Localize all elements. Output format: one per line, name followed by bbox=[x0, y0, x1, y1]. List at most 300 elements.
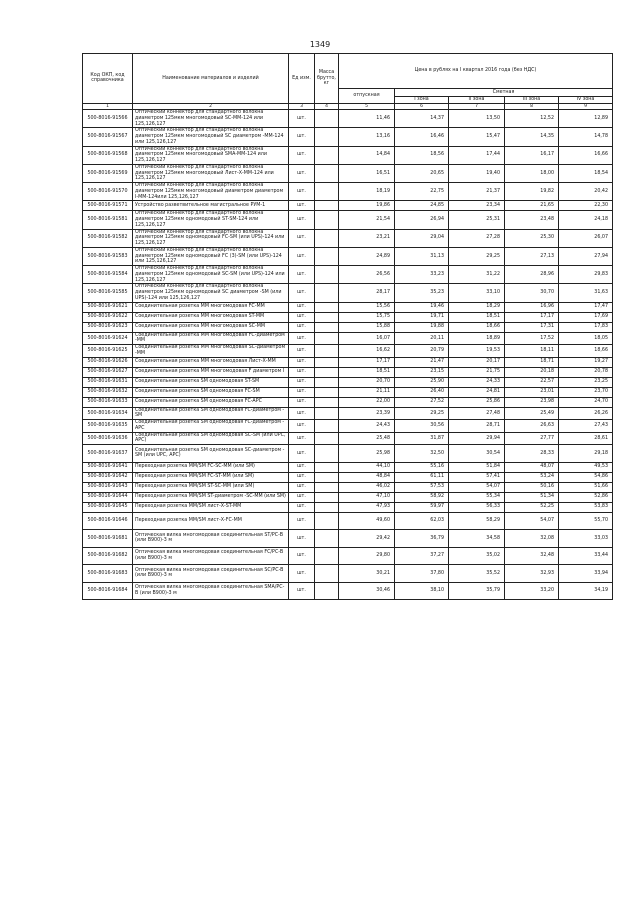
cell-price: 27,43 bbox=[559, 420, 613, 433]
cell-price: 57,41 bbox=[449, 472, 505, 482]
cell-price: 15,88 bbox=[339, 322, 395, 332]
cell-price: 23,21 bbox=[339, 229, 395, 247]
table-row bbox=[83, 445, 613, 463]
cell-price: 37,80 bbox=[395, 565, 449, 583]
cell-price: 13,50 bbox=[449, 110, 505, 128]
cell-code: 500-8016-91567 bbox=[83, 128, 133, 146]
cell-price: 21,54 bbox=[339, 211, 395, 229]
table-row bbox=[83, 211, 613, 229]
cell-price: 26,94 bbox=[395, 211, 449, 229]
cell-price: 16,17 bbox=[505, 146, 559, 164]
cell-name: Соединительная розетка MM многомодовая FC-MM bbox=[133, 302, 289, 312]
cell-price: 29,25 bbox=[395, 407, 449, 420]
cell-unit: шт. bbox=[289, 284, 315, 302]
cell-price: 17,17 bbox=[505, 312, 559, 322]
cell-unit: шт. bbox=[289, 345, 315, 358]
cell-unit: шт. bbox=[289, 332, 315, 345]
table-row bbox=[83, 502, 613, 512]
cell-name: Оптический коннектор для стандартного волокна диаметром 125мкм многомодовый SMA-MM-124 или 125,126,127 bbox=[133, 146, 289, 164]
cell-price: 25,30 bbox=[505, 229, 559, 247]
cell-price: 20,65 bbox=[395, 164, 449, 182]
header-unit: Ед изм. bbox=[289, 54, 315, 104]
cell-price: 14,84 bbox=[339, 146, 395, 164]
cell-price: 59,97 bbox=[395, 502, 449, 512]
cell-price: 33,20 bbox=[505, 582, 559, 600]
cell-name: Оптическая вилка многомодовая соединительная ST/PC-B (или B900)-3 м bbox=[133, 530, 289, 548]
table-row bbox=[83, 322, 613, 332]
cell-price: 16,51 bbox=[339, 164, 395, 182]
cell-unit: шт. bbox=[289, 502, 315, 512]
table-row bbox=[83, 345, 613, 358]
cell-unit: шт. bbox=[289, 110, 315, 128]
cell-price: 19,88 bbox=[395, 322, 449, 332]
cell-mass bbox=[315, 312, 339, 322]
header-smetnaya: Сметная bbox=[395, 89, 613, 97]
cell-price: 37,27 bbox=[395, 547, 449, 565]
cell-mass bbox=[315, 345, 339, 358]
cell-code: 500-8016-91623 bbox=[83, 322, 133, 332]
table-row bbox=[83, 387, 613, 397]
cell-name: Соединительная розетка SM одномодовая FC-APC bbox=[133, 397, 289, 407]
cell-unit: шт. bbox=[289, 377, 315, 387]
cell-price: 58,29 bbox=[449, 512, 505, 530]
cell-price: 23,70 bbox=[559, 387, 613, 397]
cell-price: 14,35 bbox=[505, 128, 559, 146]
cell-name: Соединительная розетка SM одномодовая SC-SM (или UPC, APC) bbox=[133, 432, 289, 445]
cell-price: 13,16 bbox=[339, 128, 395, 146]
cell-name: Оптический коннектор для стандартного волокна диаметром 125мкм одномодовый ST-SM-124 или 125,126,127 bbox=[133, 211, 289, 229]
cell-price: 51,84 bbox=[449, 462, 505, 472]
header-zone: IV зона bbox=[559, 97, 613, 104]
cell-price: 23,48 bbox=[505, 211, 559, 229]
cell-mass bbox=[315, 582, 339, 600]
cell-price: 27,48 bbox=[449, 407, 505, 420]
cell-price: 18,71 bbox=[505, 357, 559, 367]
cell-mass bbox=[315, 462, 339, 472]
cell-price: 18,66 bbox=[449, 322, 505, 332]
cell-mass bbox=[315, 482, 339, 492]
cell-code: 500-8016-91634 bbox=[83, 407, 133, 420]
cell-price: 58,92 bbox=[395, 492, 449, 502]
cell-price: 18,29 bbox=[449, 302, 505, 312]
cell-unit: шт. bbox=[289, 512, 315, 530]
cell-price: 30,46 bbox=[339, 582, 395, 600]
header-mass: Масса брутто, кг bbox=[315, 54, 339, 104]
cell-price: 31,63 bbox=[559, 284, 613, 302]
cell-price: 30,21 bbox=[339, 565, 395, 583]
cell-price: 54,07 bbox=[449, 482, 505, 492]
cell-price: 16,46 bbox=[395, 128, 449, 146]
cell-code: 500-8016-91569 bbox=[83, 164, 133, 182]
table-row bbox=[83, 462, 613, 472]
cell-price: 33,44 bbox=[559, 547, 613, 565]
cell-price: 21,11 bbox=[339, 387, 395, 397]
cell-price: 19,27 bbox=[559, 357, 613, 367]
cell-price: 19,53 bbox=[449, 345, 505, 358]
cell-name: Соединительная розетка MM многомодовая Лист-Х-MM bbox=[133, 357, 289, 367]
cell-unit: шт. bbox=[289, 397, 315, 407]
cell-name: Переходная розетка MM/SM лист-Х-ST-MM bbox=[133, 502, 289, 512]
cell-price: 26,26 bbox=[559, 407, 613, 420]
cell-price: 17,44 bbox=[449, 146, 505, 164]
cell-code: 500-8016-91646 bbox=[83, 512, 133, 530]
cell-unit: шт. bbox=[289, 211, 315, 229]
cell-price: 17,31 bbox=[505, 322, 559, 332]
cell-price: 54,07 bbox=[505, 512, 559, 530]
cell-price: 21,47 bbox=[395, 357, 449, 367]
cell-code: 500-8016-91583 bbox=[83, 247, 133, 265]
cell-price: 52,25 bbox=[505, 502, 559, 512]
cell-price: 50,16 bbox=[505, 482, 559, 492]
header-name: Наименование материалов и изделий bbox=[133, 54, 289, 104]
page-number: 1349 bbox=[309, 40, 331, 49]
table-body bbox=[83, 110, 613, 600]
cell-price: 24,33 bbox=[449, 377, 505, 387]
cell-unit: шт. bbox=[289, 229, 315, 247]
cell-price: 34,58 bbox=[449, 530, 505, 548]
cell-price: 14,78 bbox=[559, 128, 613, 146]
cell-price: 49,53 bbox=[559, 462, 613, 472]
cell-name: Оптический коннектор для стандартного волокна диаметром 125мкм одномодовый FC-SM (или UPS)-124 или 125,126,127 bbox=[133, 229, 289, 247]
table-row bbox=[83, 420, 613, 433]
cell-unit: шт. bbox=[289, 357, 315, 367]
cell-price: 23,01 bbox=[505, 387, 559, 397]
table-row bbox=[83, 492, 613, 502]
cell-price: 28,96 bbox=[505, 266, 559, 284]
cell-price: 17,52 bbox=[505, 332, 559, 345]
table-row bbox=[83, 432, 613, 445]
cell-price: 33,94 bbox=[559, 565, 613, 583]
cell-name: Оптический коннектор для стандартного волокна диаметром 125мкм одномодовый SC-SM (или UPS)-124 или 125,126,127 bbox=[133, 266, 289, 284]
cell-price: 47,93 bbox=[339, 502, 395, 512]
cell-price: 22,57 bbox=[505, 377, 559, 387]
cell-name: Соединительная розетка SM одномодовая FC-SM bbox=[133, 387, 289, 397]
cell-price: 29,25 bbox=[449, 247, 505, 265]
cell-price: 29,83 bbox=[559, 266, 613, 284]
cell-price: 30,70 bbox=[505, 284, 559, 302]
cell-code: 500-8016-91581 bbox=[83, 211, 133, 229]
cell-price: 18,89 bbox=[449, 332, 505, 345]
cell-price: 21,75 bbox=[449, 367, 505, 377]
column-index: 2 bbox=[133, 103, 289, 109]
cell-code: 500-8016-91625 bbox=[83, 345, 133, 358]
cell-price: 27,52 bbox=[395, 397, 449, 407]
cell-price: 62,03 bbox=[395, 512, 449, 530]
cell-mass bbox=[315, 357, 339, 367]
table-row bbox=[83, 266, 613, 284]
cell-price: 17,69 bbox=[559, 312, 613, 322]
cell-price: 26,63 bbox=[505, 420, 559, 433]
cell-price: 48,07 bbox=[505, 462, 559, 472]
cell-price: 18,56 bbox=[395, 146, 449, 164]
cell-mass bbox=[315, 565, 339, 583]
cell-mass bbox=[315, 128, 339, 146]
cell-price: 31,87 bbox=[395, 432, 449, 445]
cell-code: 500-8016-91627 bbox=[83, 367, 133, 377]
cell-mass bbox=[315, 387, 339, 397]
cell-unit: шт. bbox=[289, 387, 315, 397]
cell-code: 500-8016-91637 bbox=[83, 445, 133, 463]
cell-price: 26,56 bbox=[339, 266, 395, 284]
cell-price: 55,70 bbox=[559, 512, 613, 530]
cell-code: 500-8016-91621 bbox=[83, 302, 133, 312]
table-row bbox=[83, 482, 613, 492]
cell-code: 500-8016-91633 bbox=[83, 397, 133, 407]
cell-unit: шт. bbox=[289, 547, 315, 565]
cell-name: Оптический коннектор для стандартного волокна диаметром 125мкм одномодовый FC (3)-SM (или UPS)-124 или 125,126,127 bbox=[133, 247, 289, 265]
cell-unit: шт. bbox=[289, 322, 315, 332]
cell-price: 36,79 bbox=[395, 530, 449, 548]
cell-code: 500-8016-91632 bbox=[83, 387, 133, 397]
column-index: 9 bbox=[559, 103, 613, 109]
cell-price: 24,18 bbox=[559, 211, 613, 229]
cell-mass bbox=[315, 201, 339, 211]
table-row bbox=[83, 284, 613, 302]
cell-price: 24,43 bbox=[339, 420, 395, 433]
table-row bbox=[83, 367, 613, 377]
cell-price: 46,02 bbox=[339, 482, 395, 492]
cell-unit: шт. bbox=[289, 146, 315, 164]
header-zone: III зона bbox=[505, 97, 559, 104]
cell-unit: шт. bbox=[289, 472, 315, 482]
cell-price: 16,62 bbox=[339, 345, 395, 358]
cell-price: 15,56 bbox=[339, 302, 395, 312]
cell-price: 61,11 bbox=[395, 472, 449, 482]
cell-mass bbox=[315, 432, 339, 445]
cell-name: Оптический коннектор для стандартного волокна диаметром 125мкм многомодовый Лист-Х-MM-124 или 125,126,127 bbox=[133, 164, 289, 182]
cell-unit: шт. bbox=[289, 266, 315, 284]
cell-name: Переходная розетка MM/SM FC-SC-MM (или SM) bbox=[133, 462, 289, 472]
cell-price: 30,56 bbox=[395, 420, 449, 433]
header-zone: II зона bbox=[449, 97, 505, 104]
table-row bbox=[83, 110, 613, 128]
header-code: Код ОКП, код справочника bbox=[83, 54, 133, 104]
cell-name: Соединительная розетка SM одномодовая SC-диаметром -SM (или UPC, APC) bbox=[133, 445, 289, 463]
cell-mass bbox=[315, 502, 339, 512]
cell-name: Соединительная розетка MM многомодовая F диаметром I bbox=[133, 367, 289, 377]
cell-price: 56,33 bbox=[449, 502, 505, 512]
cell-price: 19,46 bbox=[395, 302, 449, 312]
cell-unit: шт. bbox=[289, 530, 315, 548]
cell-name: Переходная розетка MM/SM ST-SC-MM (или SM) bbox=[133, 482, 289, 492]
cell-price: 35,52 bbox=[449, 565, 505, 583]
cell-price: 33,10 bbox=[449, 284, 505, 302]
cell-unit: шт. bbox=[289, 302, 315, 312]
cell-unit: шт. bbox=[289, 462, 315, 472]
cell-price: 44,10 bbox=[339, 462, 395, 472]
table-row bbox=[83, 229, 613, 247]
cell-unit: шт. bbox=[289, 482, 315, 492]
cell-price: 22,30 bbox=[559, 201, 613, 211]
cell-price: 29,04 bbox=[395, 229, 449, 247]
cell-code: 500-8016-91568 bbox=[83, 146, 133, 164]
cell-price: 57,53 bbox=[395, 482, 449, 492]
cell-mass bbox=[315, 420, 339, 433]
cell-price: 22,75 bbox=[395, 183, 449, 201]
cell-price: 25,31 bbox=[449, 211, 505, 229]
cell-price: 20,42 bbox=[559, 183, 613, 201]
cell-name: Соединительная розетка SM одномодовая FC-диаметром -APC bbox=[133, 420, 289, 433]
cell-code: 500-8016-91682 bbox=[83, 547, 133, 565]
cell-name: Соединительная розетка MM многомодовая ST-MM bbox=[133, 312, 289, 322]
cell-price: 16,96 bbox=[505, 302, 559, 312]
column-index: 3 bbox=[289, 103, 315, 109]
cell-code: 500-8016-91570 bbox=[83, 183, 133, 201]
cell-price: 30,54 bbox=[449, 445, 505, 463]
cell-name: Оптическая вилка многомодовая соединительная SC/PC-B (или B900)-3 м bbox=[133, 565, 289, 583]
table-header bbox=[83, 54, 613, 110]
cell-price: 20,78 bbox=[559, 367, 613, 377]
cell-unit: шт. bbox=[289, 492, 315, 502]
cell-unit: шт. bbox=[289, 407, 315, 420]
cell-mass bbox=[315, 512, 339, 530]
cell-price: 33,23 bbox=[395, 266, 449, 284]
cell-price: 18,66 bbox=[559, 345, 613, 358]
cell-price: 18,05 bbox=[559, 332, 613, 345]
cell-unit: шт. bbox=[289, 201, 315, 211]
cell-price: 12,89 bbox=[559, 110, 613, 128]
cell-code: 500-8016-91642 bbox=[83, 472, 133, 482]
cell-price: 33,03 bbox=[559, 530, 613, 548]
cell-price: 25,48 bbox=[339, 432, 395, 445]
cell-price: 25,98 bbox=[339, 445, 395, 463]
table-row bbox=[83, 565, 613, 583]
header-zone: I зона bbox=[395, 97, 449, 104]
cell-mass bbox=[315, 229, 339, 247]
cell-price: 34,19 bbox=[559, 582, 613, 600]
cell-mass bbox=[315, 530, 339, 548]
cell-price: 27,28 bbox=[449, 229, 505, 247]
column-index: 5 bbox=[339, 103, 395, 109]
cell-price: 54,86 bbox=[559, 472, 613, 482]
cell-price: 27,77 bbox=[505, 432, 559, 445]
cell-mass bbox=[315, 492, 339, 502]
cell-price: 47,10 bbox=[339, 492, 395, 502]
cell-price: 25,49 bbox=[505, 407, 559, 420]
cell-mass bbox=[315, 247, 339, 265]
cell-name: Соединительная розетка SM одномодовая FC-диаметром -SM bbox=[133, 407, 289, 420]
cell-price: 27,94 bbox=[559, 247, 613, 265]
cell-price: 32,50 bbox=[395, 445, 449, 463]
cell-price: 32,48 bbox=[505, 547, 559, 565]
cell-price: 31,22 bbox=[449, 266, 505, 284]
table-row bbox=[83, 547, 613, 565]
cell-price: 28,61 bbox=[559, 432, 613, 445]
cell-name: Переходная розетка MM/SM FC-ST-MM (или SM) bbox=[133, 472, 289, 482]
table-row bbox=[83, 164, 613, 182]
cell-price: 53,24 bbox=[505, 472, 559, 482]
cell-name: Устройство разветвительное магистральное РУМ-1 bbox=[133, 201, 289, 211]
cell-unit: шт. bbox=[289, 582, 315, 600]
cell-price: 26,40 bbox=[395, 387, 449, 397]
cell-price: 17,17 bbox=[339, 357, 395, 367]
cell-price: 28,33 bbox=[505, 445, 559, 463]
cell-price: 49,60 bbox=[339, 512, 395, 530]
cell-mass bbox=[315, 110, 339, 128]
cell-name: Соединительная розетка MM многомодовая SC-диаметром -MM bbox=[133, 345, 289, 358]
cell-code: 500-8016-91643 bbox=[83, 482, 133, 492]
header-otpusk: отпускная bbox=[339, 89, 395, 104]
cell-price: 23,15 bbox=[395, 367, 449, 377]
cell-code: 500-8016-91582 bbox=[83, 229, 133, 247]
column-index: 6 bbox=[395, 103, 449, 109]
cell-code: 500-8016-91683 bbox=[83, 565, 133, 583]
cell-price: 16,66 bbox=[559, 146, 613, 164]
cell-price: 18,11 bbox=[505, 345, 559, 358]
cell-price: 25,86 bbox=[449, 397, 505, 407]
cell-code: 500-8016-91644 bbox=[83, 492, 133, 502]
cell-code: 500-8016-91585 bbox=[83, 284, 133, 302]
table-row bbox=[83, 247, 613, 265]
cell-name: Оптическая вилка многомодовая соединительная SMA/PC-B (или B900)-3 м bbox=[133, 582, 289, 600]
price-table bbox=[82, 53, 613, 600]
cell-code: 500-8016-91641 bbox=[83, 462, 133, 472]
table-row bbox=[83, 407, 613, 420]
cell-code: 500-8016-91584 bbox=[83, 266, 133, 284]
cell-mass bbox=[315, 284, 339, 302]
cell-price: 23,98 bbox=[505, 397, 559, 407]
cell-code: 500-8016-91635 bbox=[83, 420, 133, 433]
cell-unit: шт. bbox=[289, 128, 315, 146]
table-row bbox=[83, 530, 613, 548]
table-row bbox=[83, 397, 613, 407]
cell-price: 23,34 bbox=[449, 201, 505, 211]
cell-price: 35,79 bbox=[449, 582, 505, 600]
table-row bbox=[83, 512, 613, 530]
cell-code: 500-8016-91626 bbox=[83, 357, 133, 367]
table-row bbox=[83, 472, 613, 482]
cell-name: Оптический коннектор для стандартного волокна диаметром 125мкм многомодовый SC-MM-124 или 125,126,127 bbox=[133, 110, 289, 128]
cell-unit: шт. bbox=[289, 445, 315, 463]
cell-mass bbox=[315, 367, 339, 377]
column-index: 4 bbox=[315, 103, 339, 109]
table-row bbox=[83, 312, 613, 322]
table-row bbox=[83, 377, 613, 387]
cell-price: 19,40 bbox=[449, 164, 505, 182]
cell-price: 18,51 bbox=[449, 312, 505, 322]
cell-price: 18,54 bbox=[559, 164, 613, 182]
cell-price: 51,66 bbox=[559, 482, 613, 492]
cell-price: 22,00 bbox=[339, 397, 395, 407]
cell-mass bbox=[315, 397, 339, 407]
cell-unit: шт. bbox=[289, 565, 315, 583]
cell-price: 29,80 bbox=[339, 547, 395, 565]
cell-unit: шт. bbox=[289, 247, 315, 265]
cell-price: 24,81 bbox=[449, 387, 505, 397]
cell-price: 29,42 bbox=[339, 530, 395, 548]
cell-name: Оптическая вилка многомодовая соединительная FC/PC-B (или B900)-3 м bbox=[133, 547, 289, 565]
table-row bbox=[83, 582, 613, 600]
header-price-group: Цена в рублях на I квартал 2016 года (без НДС) bbox=[339, 54, 613, 89]
cell-code: 500-8016-91684 bbox=[83, 582, 133, 600]
cell-mass bbox=[315, 407, 339, 420]
cell-price: 21,37 bbox=[449, 183, 505, 201]
cell-price: 20,18 bbox=[505, 367, 559, 377]
column-index: 8 bbox=[505, 103, 559, 109]
cell-price: 24,89 bbox=[339, 247, 395, 265]
cell-code: 500-8016-91566 bbox=[83, 110, 133, 128]
cell-mass bbox=[315, 211, 339, 229]
cell-code: 500-8016-91636 bbox=[83, 432, 133, 445]
cell-price: 32,93 bbox=[505, 565, 559, 583]
cell-price: 28,17 bbox=[339, 284, 395, 302]
cell-name: Оптический коннектор для стандартного волокна диаметром 125мкм многомодовый диаметром диаметром I-MM-124или 125,126,127 bbox=[133, 183, 289, 201]
cell-name: Соединительная розетка SM одномодовая ST-SM bbox=[133, 377, 289, 387]
cell-code: 500-8016-91631 bbox=[83, 377, 133, 387]
cell-unit: шт. bbox=[289, 164, 315, 182]
cell-mass bbox=[315, 183, 339, 201]
table-row bbox=[83, 183, 613, 201]
